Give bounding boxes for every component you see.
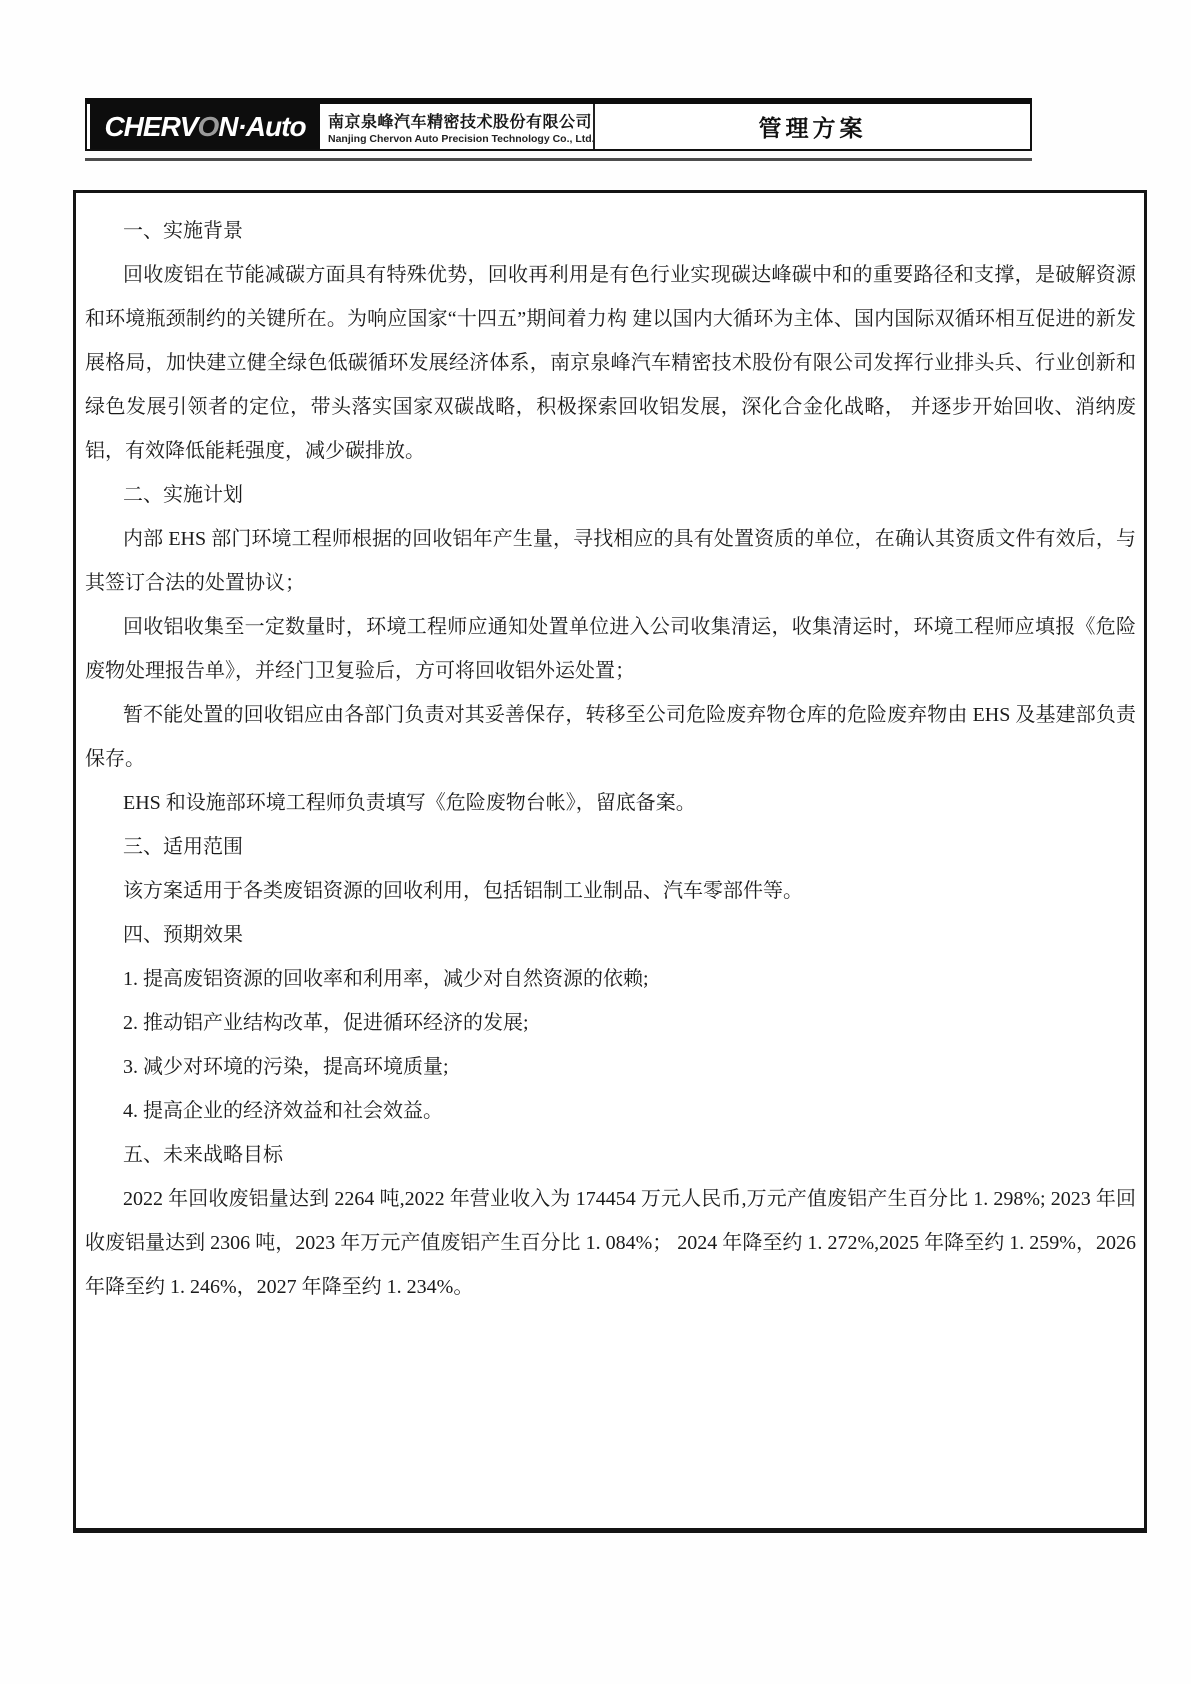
company-name-zh: 南京泉峰汽车精密技术股份有限公司	[328, 113, 593, 131]
section-3-paragraph: 该方案适用于各类废铝资源的回收利用，包括铝制工业制品、汽车零部件等。	[123, 880, 803, 902]
content-box	[73, 190, 1147, 1533]
doc-title-cell	[593, 104, 1030, 149]
company-name-block	[320, 104, 593, 149]
logo-text	[104, 111, 305, 143]
section-4-heading: 四、预期效果	[123, 924, 243, 946]
section-3-heading: 三、适用范围	[123, 836, 243, 858]
doc-title: 管理方案	[758, 115, 867, 141]
logo-text-right: N·Auto	[218, 110, 306, 142]
section-5-heading: 五、未来战略目标	[123, 1144, 283, 1166]
section-4-list-item: 2. 推动铝产业结构改革，促进循环经济的发展;	[123, 1012, 529, 1034]
section-2-heading: 二、实施计划	[123, 484, 243, 506]
section-4-list-item: 1. 提高废铝资源的回收率和利用率，减少对自然资源的依赖;	[123, 968, 649, 990]
document-header	[85, 98, 1032, 151]
section-2-paragraph: EHS 和设施部环境工程师负责填写《危险废物台帐》，留底备案。	[123, 792, 696, 814]
section-4-list-item: 4. 提高企业的经济效益和社会效益。	[123, 1100, 443, 1122]
section-2-paragraph: 内部 EHS 部门环境工程师根据的回收铝年产生量，寻找相应的具有处置资质的单位，在确认其资质文件有效后，与其签订合法的处置协议；	[85, 528, 1136, 594]
section-1-heading: 一、实施背景	[123, 220, 243, 242]
section-2-paragraph: 回收铝收集至一定数量时，环境工程师应通知处置单位进入公司收集清运，收集清运时，环境工程师应填报《危险废物处理报告单》，并经门卫复验后，方可将回收铝外运处置；	[85, 616, 1136, 682]
logo-text-left: CHERV	[104, 110, 198, 142]
section-4-list-item: 3. 减少对环境的污染，提高环境质量;	[123, 1056, 449, 1078]
company-name-en: Nanjing Chervon Auto Precision Technology Co., Ltd.	[328, 132, 595, 145]
chervon-auto-logo	[90, 104, 320, 149]
logo-o-glyph: O	[197, 110, 219, 142]
section-2-paragraph: 暂不能处置的回收铝应由各部门负责对其妥善保存，转移至公司危险废弃物仓库的危险废弃物由 EHS 及基建部负责保存。	[85, 704, 1136, 770]
header-underline	[85, 158, 1032, 161]
section-5-paragraph: 2022 年回收废铝量达到 2264 吨,2022 年营业收入为 174454 万元人民币,万元产值废铝产生百分比 1. 298%; 2023 年回收废铝量达到 2306 吨，2023 年万元产值废铝产生百分比 1. 084%； 2024 年降至约 1. 272%,2025 年降至约 1. 259%，2026 年降至约 1. 246%，2027 年降至约 1. 234%。	[85, 1188, 1136, 1298]
section-1-paragraph: 回收废铝在节能减碳方面具有特殊优势，回收再利用是有色行业实现碳达峰碳中和的重要路径和支撑，是破解资源和环境瓶颈制约的关键所在。为响应国家“十四五”期间着力构 建以国内大循环为主体、国内国际双循环相互促进的新发展格局，加快建立健全绿色低碳循环发展经济体系，南京泉峰汽车精密技术股份有限公司发挥行业排头兵、行业创新和绿色发展引领者的定位，带头落实国家双碳战略，积极探索回收铝发展，深化合金化战略， 并逐步开始回收、消纳废铝，有效降低能耗强度，减少碳排放。	[85, 264, 1136, 462]
